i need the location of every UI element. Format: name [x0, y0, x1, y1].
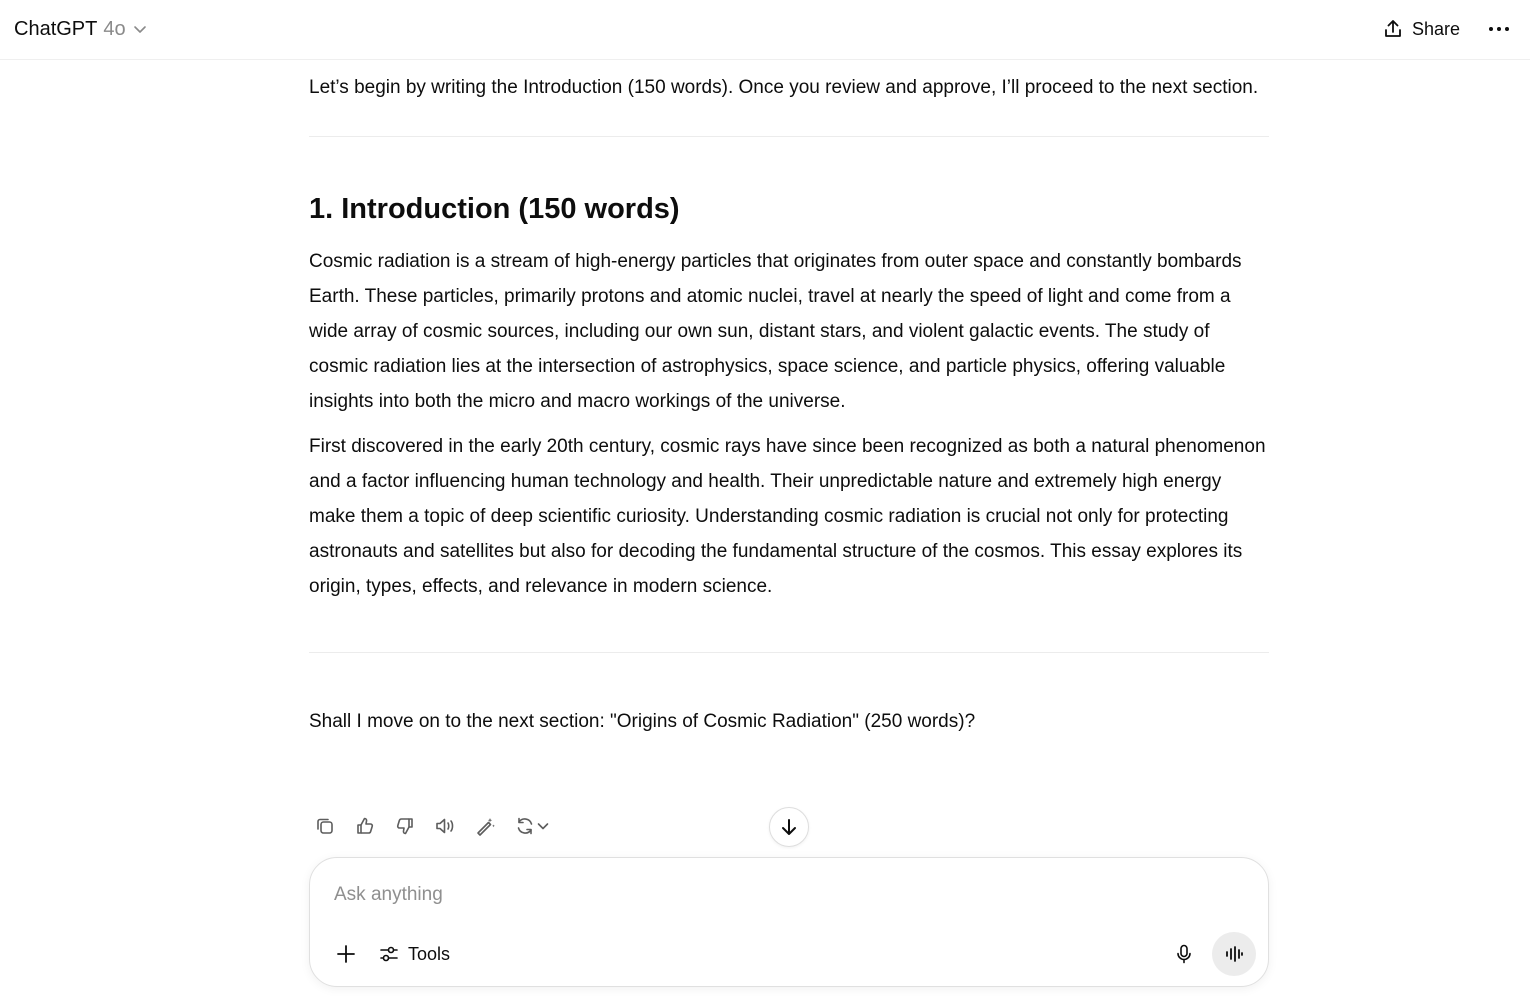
magic-pen-icon [474, 815, 496, 837]
section-heading: 1. Introduction (150 words) [309, 193, 680, 225]
arrow-down-icon [778, 816, 800, 838]
copy-icon [314, 815, 336, 837]
thumbs-up-button[interactable] [349, 810, 381, 842]
sliders-icon [378, 943, 400, 965]
body-paragraph-2: First discovered in the early 20th century, cosmic rays have since been recognized as both a natural phenomenon and a factor influencing human technology and health. Their unpredictable nature and extremely high energy make them a topic of deep scientific curiosity. Understanding cosmic radiation is crucial not only for protecting astronauts and satellites but also for decoding the fundamental structure of the cosmos. This essay explores its origin, types, effects, and relevance in modern science. [309, 436, 1266, 597]
model-name: ChatGPT [14, 17, 98, 40]
divider [309, 136, 1269, 137]
attach-button[interactable] [330, 938, 362, 970]
model-selector[interactable] [14, 14, 148, 44]
intro-emphasis: Introduction [523, 77, 623, 98]
regenerate-button[interactable] [509, 810, 555, 842]
tools-button[interactable] [378, 938, 450, 970]
closing-paragraph [309, 704, 1269, 739]
assistant-message [309, 70, 1269, 739]
message-actions [309, 810, 555, 842]
intro-paragraph [309, 70, 1269, 105]
refresh-icon [514, 815, 536, 837]
scroll-to-bottom-button[interactable] [769, 807, 809, 847]
closing-text-end: (250 words)? [858, 711, 976, 732]
thumbs-down-icon [394, 815, 416, 837]
divider [309, 652, 1269, 653]
share-label: Share [1412, 18, 1461, 39]
prompt-input[interactable] [334, 878, 1234, 912]
composer [309, 857, 1269, 987]
copy-button[interactable] [309, 810, 341, 842]
microphone-icon [1173, 943, 1195, 965]
speaker-icon [434, 815, 456, 837]
closing-emphasis: next section: "Origins of Cosmic Radiation" [498, 711, 859, 732]
chevron-down-icon [536, 819, 550, 833]
body-paragraph-1: Cosmic radiation is a stream of high-energy particles that originates from outer space and constantly bombards Earth. These particles, primarily protons and atomic nuclei, travel at nearly the speed of light and come from a wide array of cosmic sources, including our own sun, distant stars, and violent galactic events. The study of cosmic radiation lies at the intersection of astrophysics, space science, and particle physics, offering valuable insights into both the micro and macro workings of the universe. [309, 251, 1242, 412]
voice-mode-button[interactable] [1212, 932, 1256, 976]
model-version: 4o [103, 17, 126, 40]
thumbs-down-button[interactable] [389, 810, 421, 842]
dictate-button[interactable] [1166, 936, 1202, 972]
chevron-down-icon [132, 21, 148, 37]
share-icon [1382, 18, 1404, 40]
thumbs-up-icon [354, 815, 376, 837]
closing-text-start: Shall I move on to the [309, 711, 499, 732]
waveform-icon [1223, 943, 1245, 965]
top-bar [0, 0, 1530, 60]
intro-text-start: Let’s begin by writing the [309, 77, 524, 98]
edit-in-canvas-button[interactable] [469, 810, 501, 842]
plus-icon [335, 943, 357, 965]
read-aloud-button[interactable] [429, 810, 461, 842]
tools-label: Tools [408, 943, 451, 964]
share-button[interactable] [1382, 14, 1460, 44]
more-options-button[interactable] [1484, 14, 1514, 44]
ellipsis-icon [1488, 26, 1510, 32]
intro-text-end: (150 words). Once you review and approve, I’ll proceed to the next section. [622, 77, 1259, 98]
